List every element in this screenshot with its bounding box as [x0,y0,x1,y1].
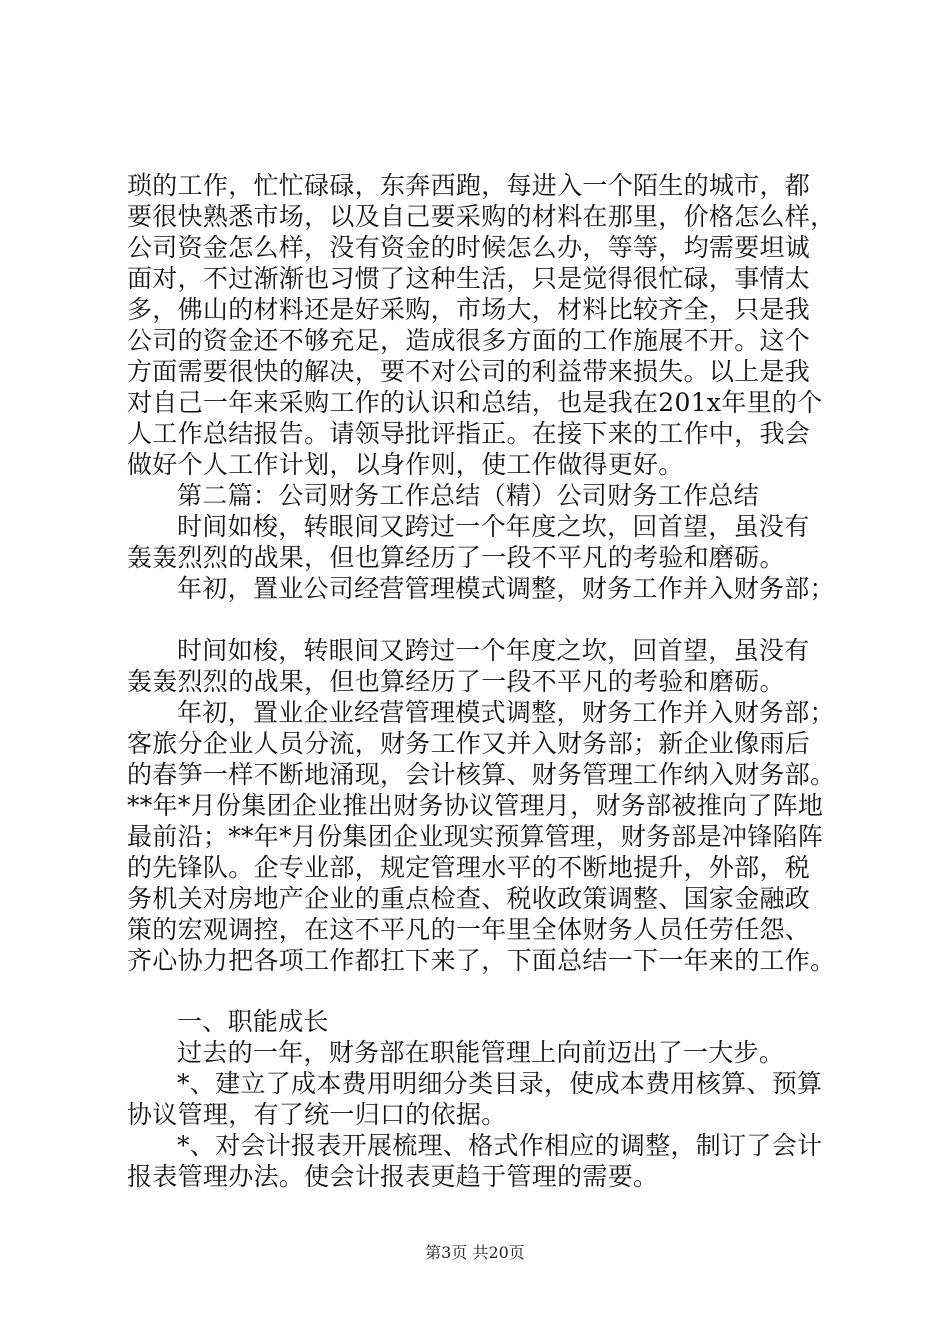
text-line: 务机关对房地产企业的重点检查、税收政策调整、国家金融政 [127,884,811,913]
list-item [127,1068,832,1130]
paragraph-year-review [127,697,836,976]
text-line: 做好个人工作计划，以身作则，使工作做得更好。 [127,450,684,479]
text-line: 协议管理，有了统一归口的依据。 [127,1100,507,1129]
text-line: 多，佛山的材料还是好采购，市场大，材料比较齐全，只是我 [127,295,811,324]
text-line: **年*月份集团企业推出财务协议管理月，财务部被推向了阵地 [127,791,824,820]
list-item [127,1130,832,1192]
text-line: 面对，不过渐渐也习惯了这种生活，只是觉得很忙碌，事情太 [127,264,811,293]
text-line: 方面需要很快的解决，要不对公司的利益带来损失。以上是我 [127,357,811,386]
text-line: 策的宏观调控，在这不平凡的一年里全体财务人员任劳任怨、 [127,915,811,944]
text-line: 齐心协力把各项工作都扛下来了，下面总结一下一年来的工作。 [127,946,836,975]
spacer [127,604,832,635]
paragraph-year-start: 年初，置业公司经营管理模式调整，财务工作并入财务部； [177,574,835,603]
section-intro: 过去的一年，财务部在职能管理上向前迈出了一大步。 [177,1038,785,1067]
text-line: 轰轰烈烈的战果，但也算经历了一段不平凡的考验和磨砺。 [127,543,785,572]
text-line: 的先锋队。企专业部，规定管理水平的不断地提升，外部，税 [127,853,811,882]
document-body [127,170,836,1192]
text-line: 对自己一年来采购工作的认识和总结，也是我在201x年里的个 [127,388,823,417]
text-line: 要很快熟悉市场，以及自己要采购的材料在那里，价格怎么样， [127,202,836,231]
text-line: 轰轰烈烈的战果，但也算经历了一段不平凡的考验和磨砺。 [127,667,785,696]
text-line: 客旅分企业人员分流，财务工作又并入财务部；新企业像雨后 [127,729,811,758]
page-footer: 第3页 共20页 [425,1243,525,1262]
text-line: 公司的资金还不够充足，造成很多方面的工作施展不开。这个 [127,326,811,355]
paragraph-intro-repeat [127,635,832,697]
text-line: *、建立了成本费用明细分类目录，使成本费用核算、预算 [177,1069,823,1098]
text-line: 年初，置业企业经营管理模式调整，财务工作并入财务部； [177,698,835,727]
text-line: 公司资金怎么样，没有资金的时候怎么办，等等，均需要坦诚 [127,233,811,262]
paragraph-procurement-summary [127,170,836,480]
text-line: 报表管理办法。使会计报表更趋于管理的需要。 [127,1162,659,1191]
spacer [127,976,832,1006]
text-line: 时间如梭，转眼间又跨过一个年度之坎，回首望，虽没有 [177,512,810,541]
section-heading: 第二篇：公司财务工作总结（精）公司财务工作总结 [177,481,759,510]
text-line: 琐的工作，忙忙碌碌，东奔西跑，每进入一个陌生的城市，都 [127,171,811,200]
paragraph-intro [127,511,832,573]
text-line: *、对会计报表开展梳理、格式作相应的调整，制订了会计 [177,1131,823,1160]
text-line: 的春笋一样不断地涌现，会计核算、财务管理工作纳入财务部。 [127,760,836,789]
section-title: 一、职能成长 [177,1007,329,1036]
text-line: 最前沿；**年*月份集团企业现实预算管理，财务部是冲锋陷阵 [127,822,824,851]
text-line: 时间如梭，转眼间又跨过一个年度之坎，回首望，虽没有 [177,636,810,665]
text-line: 人工作总结报告。请领导批评指正。在接下来的工作中，我会 [127,419,811,448]
